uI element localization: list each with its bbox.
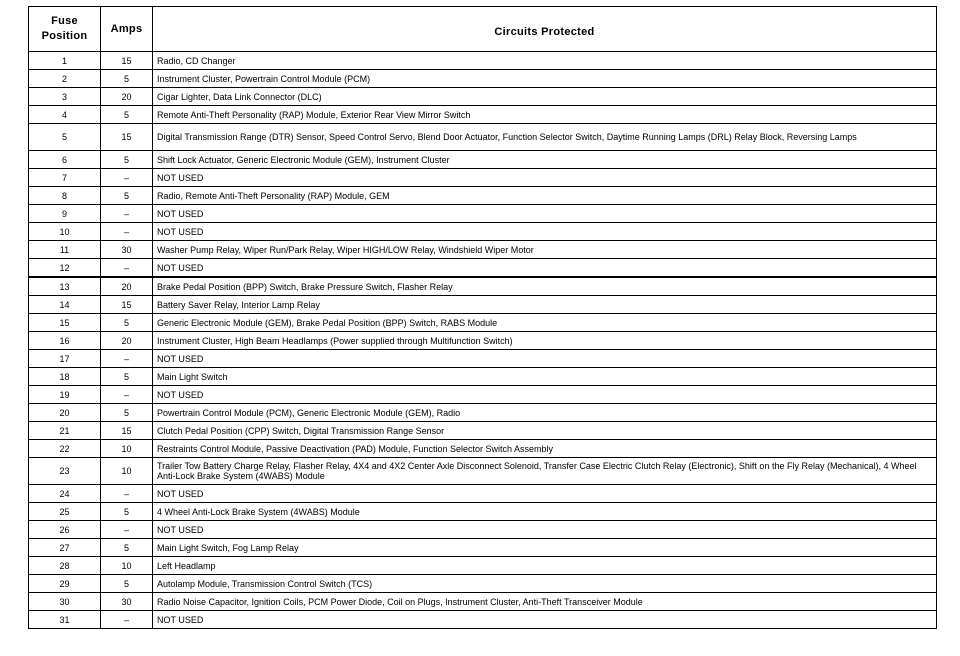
header-fuse-position-line2: Position — [41, 30, 88, 42]
table-row — [29, 350, 937, 368]
amps-cell: 30 — [101, 593, 153, 611]
fuse-position-cell: 12 — [29, 259, 101, 278]
fuse-table — [28, 6, 937, 629]
table-row — [29, 440, 937, 458]
header-row — [29, 7, 937, 52]
table-row — [29, 593, 937, 611]
table-row — [29, 277, 937, 296]
fuse-position-cell: 22 — [29, 440, 101, 458]
amps-cell: – — [101, 169, 153, 187]
circuits-cell: NOT USED — [153, 223, 937, 241]
amps-cell: – — [101, 485, 153, 503]
circuits-cell: NOT USED — [153, 521, 937, 539]
table-row — [29, 151, 937, 169]
amps-cell: 5 — [101, 368, 153, 386]
circuits-cell: NOT USED — [153, 611, 937, 629]
circuits-cell: Digital Transmission Range (DTR) Sensor, Speed Control Servo, Blend Door Actuator, Function Selector Switch, Daytime Running Lamps (DRL) Relay Block, Reversing Lamps — [153, 124, 937, 151]
amps-cell: – — [101, 386, 153, 404]
amps-cell: 5 — [101, 187, 153, 205]
table-row — [29, 70, 937, 88]
table-body — [29, 52, 937, 629]
circuits-cell: Instrument Cluster, Powertrain Control Module (PCM) — [153, 70, 937, 88]
amps-cell: – — [101, 521, 153, 539]
header-amps: Amps — [101, 7, 153, 52]
amps-cell: 10 — [101, 458, 153, 485]
fuse-position-cell: 15 — [29, 314, 101, 332]
fuse-position-cell: 1 — [29, 52, 101, 70]
table-row — [29, 557, 937, 575]
fuse-position-cell: 8 — [29, 187, 101, 205]
circuits-cell: Remote Anti-Theft Personality (RAP) Module, Exterior Rear View Mirror Switch — [153, 106, 937, 124]
fuse-position-cell: 31 — [29, 611, 101, 629]
table-row — [29, 368, 937, 386]
fuse-position-cell: 6 — [29, 151, 101, 169]
circuits-cell: NOT USED — [153, 485, 937, 503]
fuse-position-cell: 28 — [29, 557, 101, 575]
amps-cell: – — [101, 611, 153, 629]
circuits-cell: Battery Saver Relay, Interior Lamp Relay — [153, 296, 937, 314]
fuse-position-cell: 21 — [29, 422, 101, 440]
table-row — [29, 314, 937, 332]
amps-cell: 30 — [101, 241, 153, 259]
fuse-position-cell: 29 — [29, 575, 101, 593]
circuits-cell: Left Headlamp — [153, 557, 937, 575]
circuits-cell: 4 Wheel Anti-Lock Brake System (4WABS) Module — [153, 503, 937, 521]
fuse-position-cell: 18 — [29, 368, 101, 386]
header-circuits-protected: Circuits Protected — [153, 7, 937, 52]
circuits-cell: Washer Pump Relay, Wiper Run/Park Relay, Wiper HIGH/LOW Relay, Windshield Wiper Motor — [153, 241, 937, 259]
amps-cell: 15 — [101, 52, 153, 70]
table-row — [29, 422, 937, 440]
amps-cell: 20 — [101, 277, 153, 296]
table-row — [29, 575, 937, 593]
circuits-cell: Autolamp Module, Transmission Control Switch (TCS) — [153, 575, 937, 593]
circuits-cell: Instrument Cluster, High Beam Headlamps (Power supplied through Multifunction Switch) — [153, 332, 937, 350]
fuse-position-cell: 10 — [29, 223, 101, 241]
fuse-position-cell: 19 — [29, 386, 101, 404]
fuse-position-cell: 5 — [29, 124, 101, 151]
circuits-cell: Shift Lock Actuator, Generic Electronic Module (GEM), Instrument Cluster — [153, 151, 937, 169]
table-row — [29, 539, 937, 557]
table-header — [29, 7, 937, 52]
table-row — [29, 259, 937, 278]
table-row — [29, 521, 937, 539]
fuse-position-cell: 16 — [29, 332, 101, 350]
fuse-position-cell: 9 — [29, 205, 101, 223]
circuits-cell: Trailer Tow Battery Charge Relay, Flasher Relay, 4X4 and 4X2 Center Axle Disconnect Solenoid, Transfer Case Electric Clutch Relay (Electronic), Shift on the Fly Relay (Mechanical), 4 Wheel Anti-Lock Brake System (4WABS) Module — [153, 458, 937, 485]
table-row — [29, 187, 937, 205]
table-row — [29, 169, 937, 187]
table-row — [29, 52, 937, 70]
table-row — [29, 296, 937, 314]
amps-cell: 10 — [101, 440, 153, 458]
amps-cell: 20 — [101, 332, 153, 350]
table-row — [29, 485, 937, 503]
fuse-position-cell: 20 — [29, 404, 101, 422]
table-row — [29, 241, 937, 259]
amps-cell: 10 — [101, 557, 153, 575]
table-row — [29, 88, 937, 106]
circuits-cell: Radio, Remote Anti-Theft Personality (RAP) Module, GEM — [153, 187, 937, 205]
amps-cell: – — [101, 223, 153, 241]
fuse-position-cell: 17 — [29, 350, 101, 368]
amps-cell: 5 — [101, 539, 153, 557]
amps-cell: 5 — [101, 106, 153, 124]
amps-cell: – — [101, 350, 153, 368]
circuits-cell: Main Light Switch, Fog Lamp Relay — [153, 539, 937, 557]
table-row — [29, 106, 937, 124]
amps-cell: – — [101, 259, 153, 278]
table-row — [29, 503, 937, 521]
circuits-cell: Restraints Control Module, Passive Deactivation (PAD) Module, Function Selector Switch Assembly — [153, 440, 937, 458]
amps-cell: 5 — [101, 404, 153, 422]
circuits-cell: NOT USED — [153, 205, 937, 223]
amps-cell: – — [101, 205, 153, 223]
amps-cell: 15 — [101, 422, 153, 440]
amps-cell: 15 — [101, 124, 153, 151]
table-row — [29, 205, 937, 223]
table-row — [29, 332, 937, 350]
circuits-cell: NOT USED — [153, 259, 937, 278]
circuits-cell: NOT USED — [153, 386, 937, 404]
circuits-cell: Main Light Switch — [153, 368, 937, 386]
amps-cell: 15 — [101, 296, 153, 314]
circuits-cell: NOT USED — [153, 169, 937, 187]
amps-cell: 5 — [101, 314, 153, 332]
amps-cell: 5 — [101, 151, 153, 169]
fuse-position-cell: 30 — [29, 593, 101, 611]
circuits-cell: Radio Noise Capacitor, Ignition Coils, PCM Power Diode, Coil on Plugs, Instrument Cluster, Anti-Theft Transceiver Module — [153, 593, 937, 611]
amps-cell: 5 — [101, 575, 153, 593]
circuits-cell: Brake Pedal Position (BPP) Switch, Brake Pressure Switch, Flasher Relay — [153, 277, 937, 296]
fuse-position-cell: 4 — [29, 106, 101, 124]
table-row — [29, 404, 937, 422]
header-fuse-position-line1: Fuse — [51, 15, 78, 27]
circuits-cell: NOT USED — [153, 350, 937, 368]
amps-cell: 20 — [101, 88, 153, 106]
fuse-position-cell: 25 — [29, 503, 101, 521]
fuse-position-cell: 26 — [29, 521, 101, 539]
fuse-position-cell: 3 — [29, 88, 101, 106]
fuse-position-cell: 11 — [29, 241, 101, 259]
circuits-cell: Radio, CD Changer — [153, 52, 937, 70]
circuits-cell: Cigar Lighter, Data Link Connector (DLC) — [153, 88, 937, 106]
amps-cell: 5 — [101, 503, 153, 521]
header-fuse-position — [29, 7, 101, 52]
fuse-position-cell: 13 — [29, 277, 101, 296]
table-row — [29, 458, 937, 485]
circuits-cell: Clutch Pedal Position (CPP) Switch, Digital Transmission Range Sensor — [153, 422, 937, 440]
fuse-position-cell: 7 — [29, 169, 101, 187]
fuse-position-cell: 23 — [29, 458, 101, 485]
circuits-cell: Generic Electronic Module (GEM), Brake Pedal Position (BPP) Switch, RABS Module — [153, 314, 937, 332]
table-row — [29, 386, 937, 404]
table-row — [29, 124, 937, 151]
circuits-cell: Powertrain Control Module (PCM), Generic Electronic Module (GEM), Radio — [153, 404, 937, 422]
fuse-position-cell: 24 — [29, 485, 101, 503]
fuse-position-cell: 14 — [29, 296, 101, 314]
table-row — [29, 223, 937, 241]
fuse-position-cell: 27 — [29, 539, 101, 557]
fuse-position-cell: 2 — [29, 70, 101, 88]
table-row — [29, 611, 937, 629]
amps-cell: 5 — [101, 70, 153, 88]
